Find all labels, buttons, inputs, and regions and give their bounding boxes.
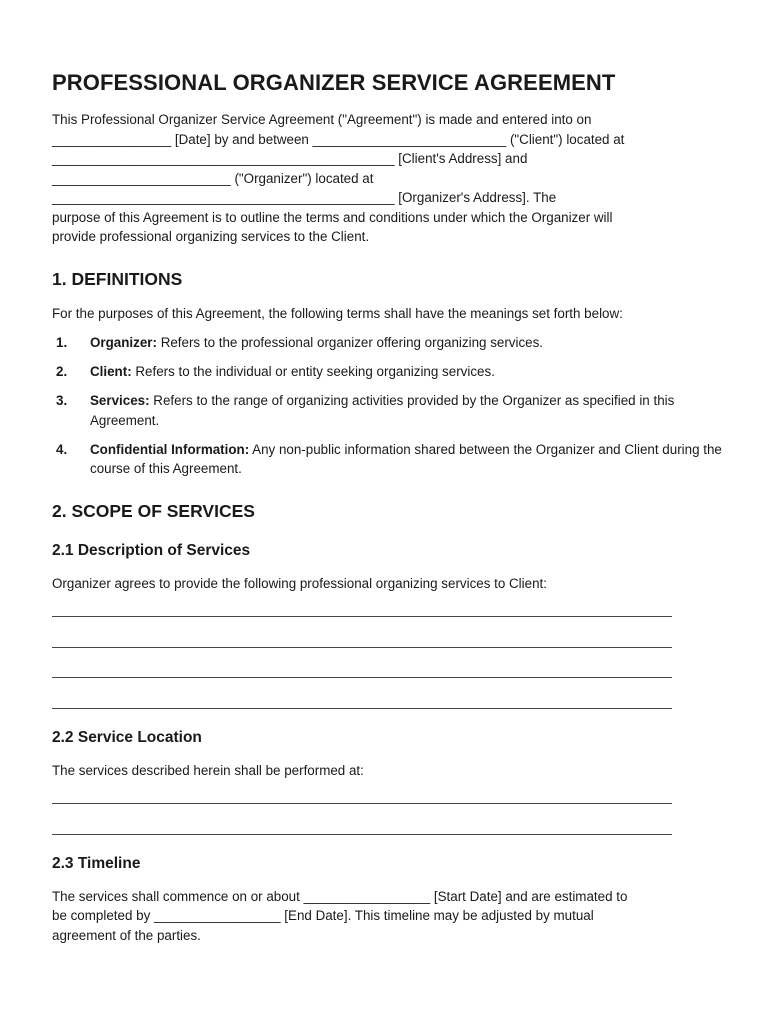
location-blank-line[interactable] <box>52 833 672 835</box>
definitions-heading: 1. DEFINITIONS <box>52 268 183 289</box>
definition-number: 3. <box>56 393 68 408</box>
timeline-line: agreement of the parties. <box>52 927 201 943</box>
definition-item <box>52 391 730 430</box>
definition-text: Refers to the individual or entity seeking organizing services. <box>131 364 495 379</box>
definition-term: Confidential Information: <box>90 441 250 457</box>
definition-number: 1. <box>56 335 68 350</box>
definitions-list <box>52 333 720 479</box>
timeline-line: be completed by _________________ [End Date]. This timeline may be adjusted by mutual <box>52 908 594 923</box>
intro-line: ______________________________________________ [Organizer's Address]. The <box>52 190 557 205</box>
document-title: PROFESSIONAL ORGANIZER SERVICE AGREEMENT <box>52 70 616 95</box>
definitions-intro: For the purposes of this Agreement, the following terms shall have the meanings set forth below: <box>52 305 623 321</box>
services-blank-line[interactable] <box>52 707 672 709</box>
intro-line: ______________________________________________ [Client's Address] and <box>52 151 528 166</box>
definition-term: Organizer: <box>90 335 157 350</box>
definition-number: 2. <box>56 364 68 379</box>
definition-item <box>52 333 730 353</box>
location-blank-line[interactable] <box>52 802 672 804</box>
services-blank-line[interactable] <box>52 615 672 617</box>
location-heading: 2.2 Service Location <box>52 728 202 746</box>
definition-term: Services: <box>90 393 150 408</box>
definition-text: Any non-public information shared between the Organizer and Client during the course of this Agreement. <box>90 441 722 476</box>
description-text: Organizer agrees to provide the following professional organizing services to Client: <box>52 575 547 591</box>
definition-text: Refers to the range of organizing activities provided by the Organizer as specified in this Agreement. <box>90 393 675 428</box>
definition-number: 4. <box>56 441 68 457</box>
intro-paragraph <box>52 110 720 247</box>
description-heading: 2.1 Description of Services <box>52 541 251 559</box>
timeline-line: The services shall commence on or about _________________ [Start Date] and are estimated to <box>52 888 628 904</box>
scope-heading: 2. SCOPE OF SERVICES <box>52 500 255 521</box>
intro-line: This Professional Organizer Service Agreement ("Agreement") is made and entered into on <box>52 112 592 127</box>
timeline-heading: 2.3 Timeline <box>52 854 141 872</box>
services-blank-line[interactable] <box>52 676 672 678</box>
intro-line: purpose of this Agreement is to outline the terms and conditions under which the Organizer will <box>52 209 613 225</box>
intro-line: ________________ [Date] by and between __________________________ ("Client") located at <box>52 131 625 147</box>
definition-item <box>52 362 730 382</box>
services-blank-line[interactable] <box>52 646 672 648</box>
timeline-paragraph <box>52 887 720 946</box>
definition-text: Refers to the professional organizer offering organizing services. <box>156 335 544 350</box>
intro-line: ________________________ ("Organizer") located at <box>52 170 374 186</box>
location-text: The services described herein shall be performed at: <box>52 762 364 778</box>
definition-term: Client: <box>90 364 132 379</box>
intro-line: provide professional organizing services to the Client. <box>52 229 370 244</box>
definition-item <box>52 440 730 479</box>
